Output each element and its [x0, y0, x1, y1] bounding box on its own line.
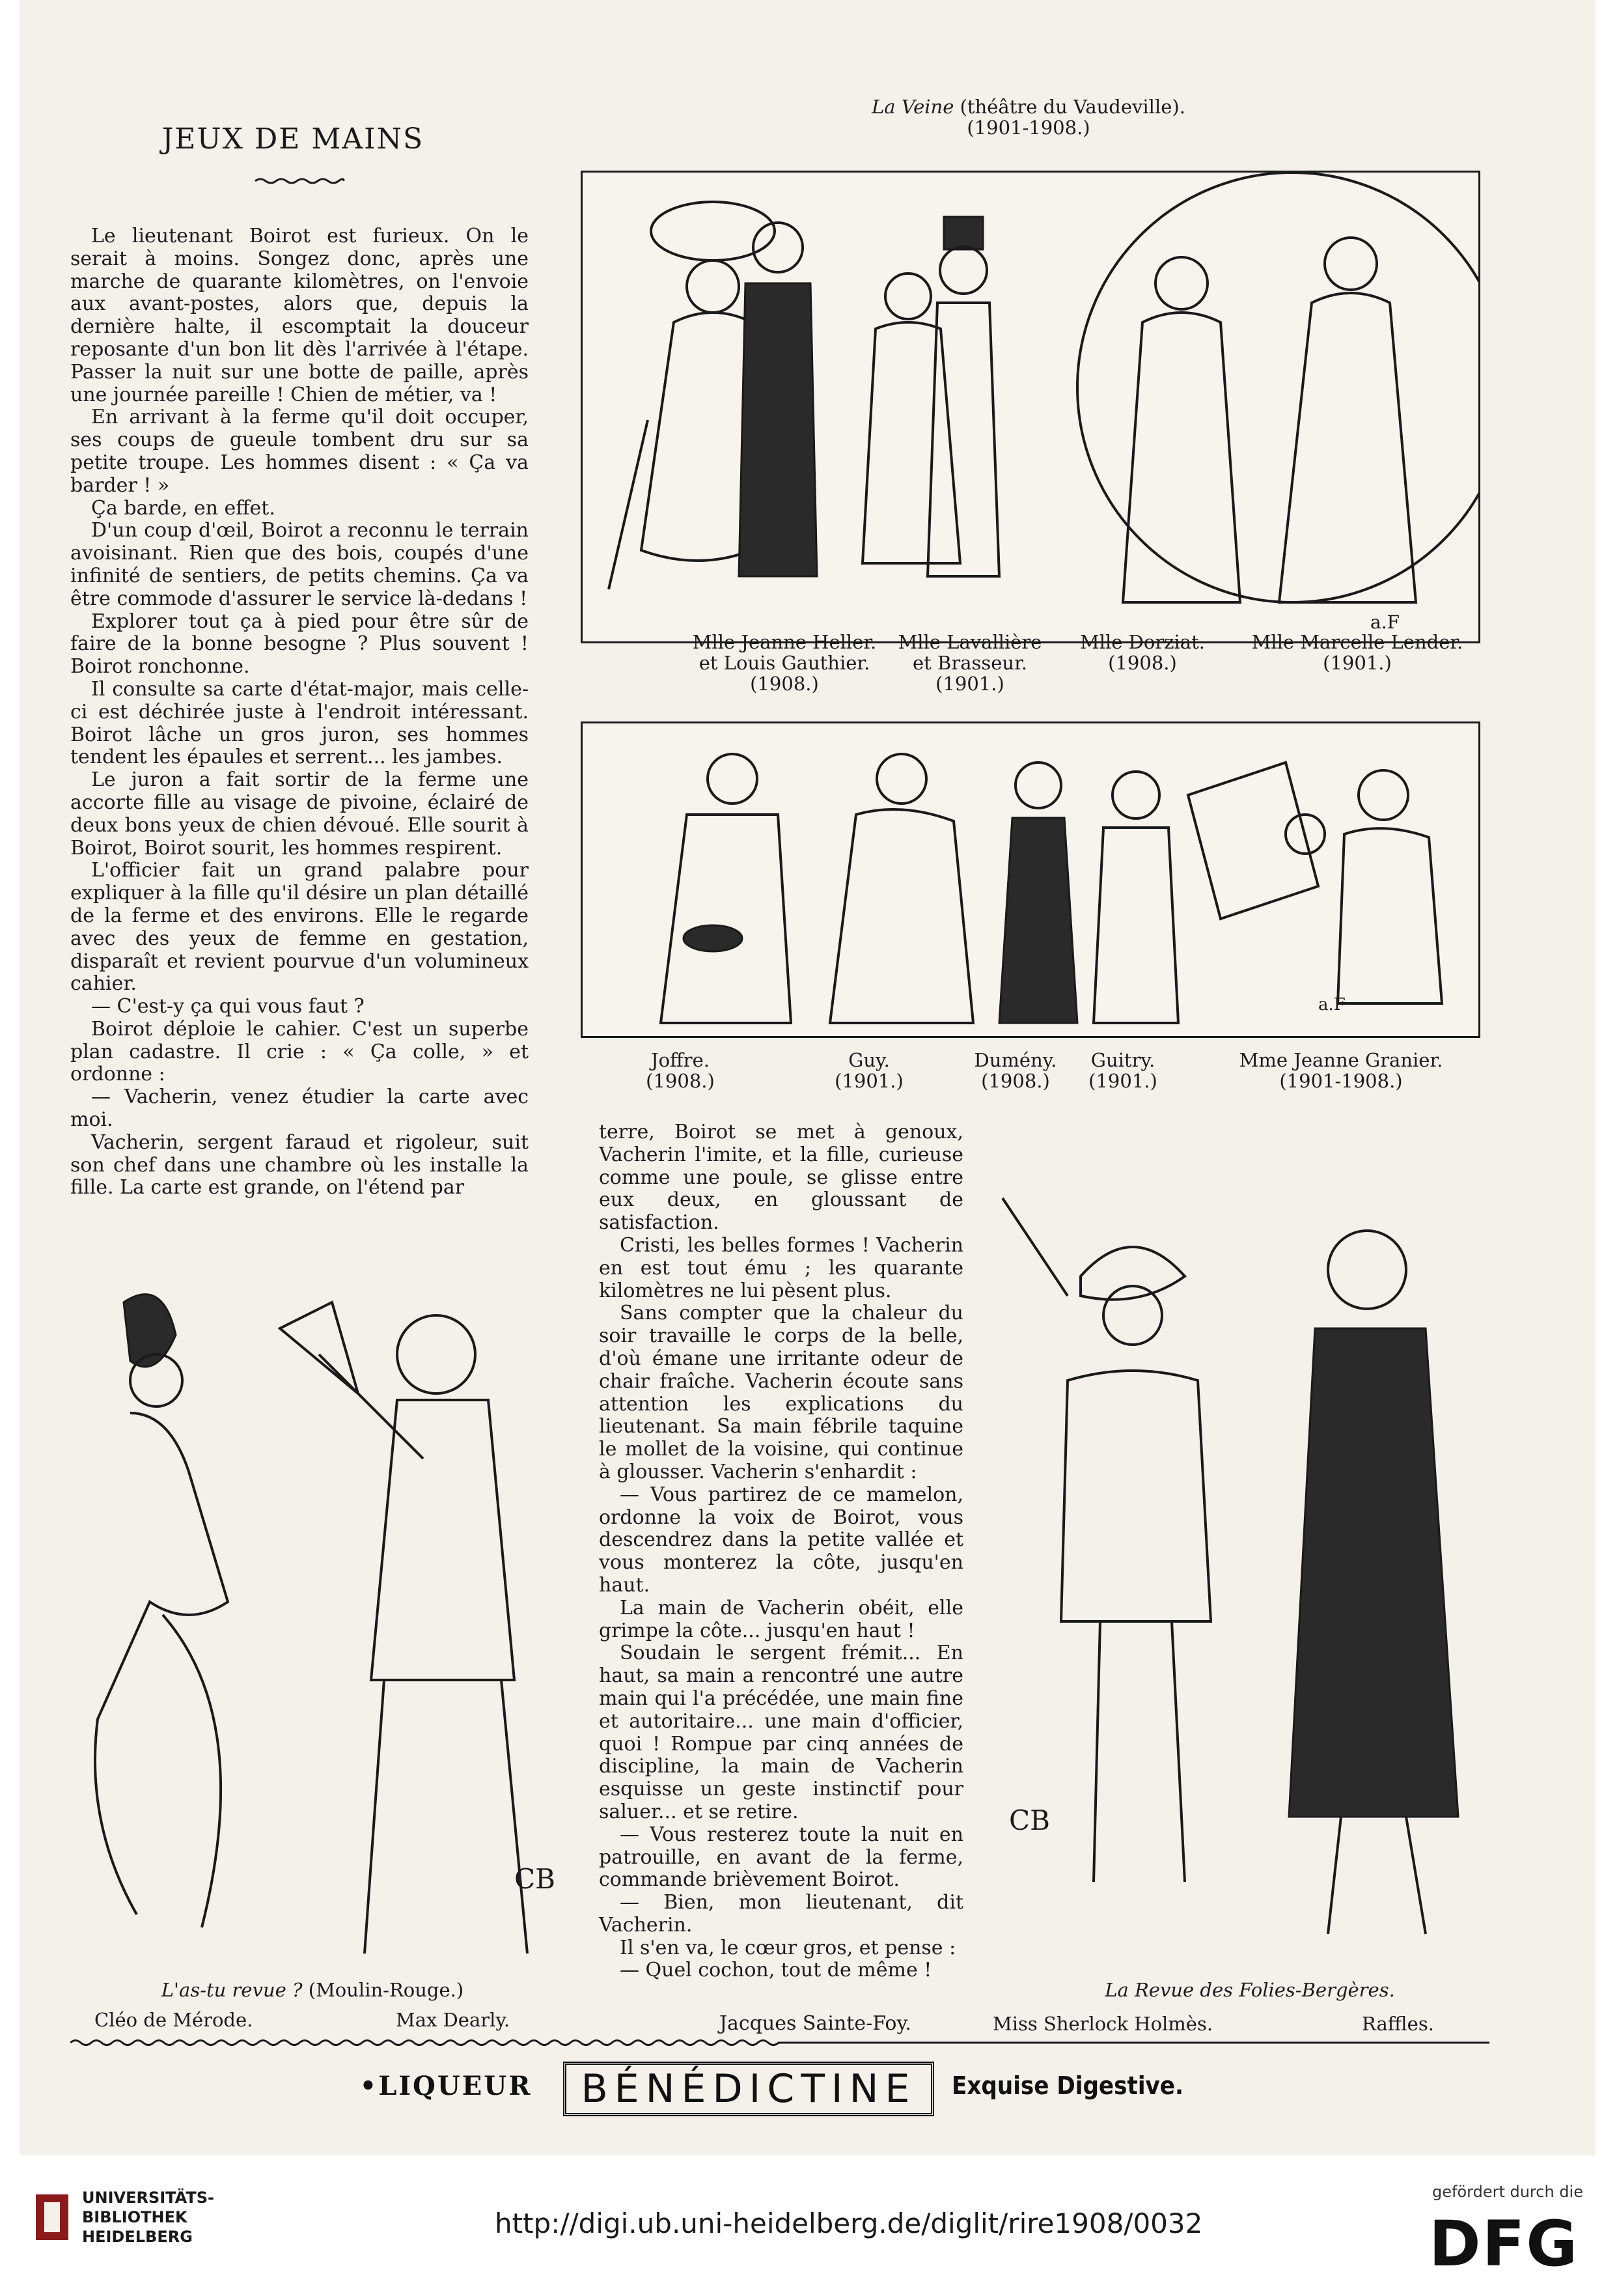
svg-text:a.F: a.F: [1318, 995, 1346, 1015]
caption-sherlock: Miss Sherlock Holmès.: [993, 2013, 1213, 2035]
article-column-2: [599, 1121, 963, 1982]
paragraph: — Bien, mon lieutenant, dit Vacherin.: [599, 1891, 963, 1937]
paragraph: — Vous resterez toute la nuit en patrouille, en avant de la ferme, commande brièvement Boirot.: [599, 1823, 963, 1892]
paragraph: Sans compter que la chaleur du soir travaille le corps de la belle, d'où émane une irritante odeur de chair fraîche. Vacherin écoute sans attention les explications du lieutenant. Sa main fébrile taquine le mollet de la voisine, qui continue à glousser. Vacherin s'enhardit :: [599, 1302, 963, 1483]
caption-dearly: Max Dearly.: [396, 2009, 510, 2031]
ad-digestive: Exquise Digestive.: [951, 2071, 1183, 2100]
illustration-folies-bergeres: [976, 1166, 1484, 1973]
caption-dorziat: Mlle Dorziat. (1908.): [1080, 631, 1205, 674]
paragraph: Il consulte sa carte d'état-major, mais celle-ci est déchirée juste à l'endroit intéressant. Boirot lâche un gros juron, ses hommes tendent les épaules et serrent... les jambes.: [70, 677, 529, 769]
digitization-url[interactable]: http://digi.ub.uni-heidelberg.de/diglit/rire1908/0032: [495, 2207, 1203, 2239]
paragraph: Le lieutenant Boirot est furieux. On le serait à moins. Songez donc, après une marche de quarante kilomètres, on l'envoie aux avant-postes, alors que, depuis la dernière halte, il escomptait la douceur reposante d'un bon lit dès l'arrivée à l'étape. Passer la nuit sur une botte de paille, après une journée pareille ! Chien de métier, va !: [70, 225, 529, 406]
top-caption-theatre: (théâtre du Vaudeville).: [960, 96, 1185, 118]
article-column-1: [70, 225, 529, 1199]
paragraph: En arrivant à la ferme qu'il doit occuper, ses coups de gueule tombent dru sur sa petite troupe. Les hommes disent : « Ça va barder ! »: [70, 406, 529, 497]
paragraph: La main de Vacherin obéit, elle grimpe la côte... jusqu'en haut !: [599, 1596, 963, 1642]
paragraph: Ça barde, en effet.: [91, 496, 275, 520]
paragraph: terre, Boirot se met à genoux, Vacherin l'imite, et la fille, curieuse comme une poule, se glisse entre eux deux, en gloussant de satisfaction.: [599, 1121, 963, 1235]
article-author: Jacques Sainte-Foy.: [719, 2012, 911, 2035]
paragraph: — Vacherin, venez étudier la carte avec moi.: [70, 1085, 529, 1132]
caption-raffles: Raffles.: [1362, 2013, 1434, 2035]
top-hat-icon: [944, 217, 983, 249]
library-emblem-icon: [33, 2188, 72, 2247]
svg-text:CB: CB: [1009, 1804, 1050, 1836]
paragraph: Boirot déploie le cahier. C'est un superbe plan cadastre. Il crie : « Ça colle, » et ordonne :: [70, 1017, 529, 1086]
paragraph: — Quel cochon, tout de même !: [620, 1959, 932, 1982]
caption-guy: Guy. (1901.): [835, 1049, 904, 1092]
bottom-divider: [70, 2038, 1489, 2047]
top-caption-years: (1901-1908.): [967, 117, 1090, 139]
paragraph: Il s'en va, le cœur gros, et pense :: [620, 1936, 956, 1959]
illustration-la-veine: [581, 171, 1480, 643]
caption-heller: Mlle Jeanne Heller. et Louis Gauthier. (1908.): [692, 631, 877, 695]
paragraph: Explorer tout ça à pied pour être sûr de faire de la bonne besogne ? Plus souvent ! Boirot ronchonne.: [70, 609, 529, 679]
paragraph: Vacherin, sergent faraud et rigoleur, suit son chef dans une chambre où les installe la fille. La carte est grande, on l'étend par: [70, 1130, 529, 1199]
ad-benedictine: BÉNÉDICTINE: [563, 2062, 934, 2116]
top-caption: [801, 96, 1256, 138]
paragraph: Cristi, les belles formes ! Vacherin en est tout ému ; les quarante kilomètres ne lui pèsent plus.: [599, 1233, 963, 1302]
library-logo: UNIVERSITÄTS- BIBLIOTHEK HEIDELBERG: [33, 2188, 228, 2247]
illustration-moulin-rouge: [59, 1263, 573, 1980]
paragraph: L'officier fait un grand palabre pour expliquer à la fille qu'il désire un plan détaillé de la ferme et des environs. Elle le regarde avec des yeux de femme en gestation, disparaît et revient pourvue d'un volumineux cahier.: [70, 859, 529, 996]
illustration-actors: [581, 721, 1480, 1038]
paragraph: — Vous partirez de ce mamelon, ordonne la voix de Boirot, vous descendrez dans la petite vallée et vous monterez la côte, jusqu'en haut.: [599, 1483, 963, 1597]
caption-folies-bergeres: La Revue des Folies-Bergères.: [1105, 1979, 1395, 2001]
svg-text:a.F: a.F: [1370, 611, 1400, 633]
caption-guitry: Guitry. (1901.): [1088, 1049, 1157, 1092]
caption-joffre: Joffre. (1908.): [646, 1049, 715, 1092]
article-title: JEUX DE MAINS: [161, 122, 424, 156]
title-flourish: [254, 176, 345, 186]
caption-dumeny: Dumény. (1908.): [974, 1049, 1057, 1092]
caption-merode: Cléo de Mérode.: [94, 2009, 253, 2031]
paragraph: Le juron a fait sortir de la ferme une accorte fille au visage de pivoine, éclairé de deux bons yeux de chien dévoué. Elle sourit à Boirot, Boirot sourit, les hommes respirent.: [70, 768, 529, 860]
hat-icon: [651, 202, 775, 260]
caption-lender: Mlle Marcelle Lender. (1901.): [1251, 631, 1463, 674]
paragraph: D'un coup d'œil, Boirot a reconnu le terrain avoisinant. Rien que des bois, coupés d'une infinité de sentiers, de petits chemins. Ça va être commode d'assurer le service là-dedans !: [70, 519, 529, 610]
fan-icon: [280, 1302, 358, 1393]
feathered-hat-icon: [1081, 1247, 1185, 1300]
paragraph: — C'est-y ça qui vous faut ?: [91, 995, 365, 1018]
top-caption-title: La Veine: [872, 96, 954, 118]
svg-text:CB: CB: [514, 1863, 555, 1895]
caption-granier: Mme Jeanne Granier. (1901-1908.): [1239, 1049, 1443, 1092]
caption-moulin-rouge: L'as-tu revue ? (Moulin-Rouge.): [161, 1979, 464, 2001]
ad-liqueur: •LIQUEUR: [359, 2070, 532, 2101]
funding-note: gefördert durch die: [1432, 2183, 1583, 2201]
benedictine-advertisement: [339, 2056, 1237, 2116]
caption-lavalliere: Mlle Lavallière et Brasseur. (1901.): [898, 631, 1042, 695]
dfg-logo: DFG: [1429, 2207, 1579, 2280]
paragraph: Soudain le sergent frémit... En haut, sa main a rencontré une autre main qui l'a précédée, une main fine et autoritaire... une main d'officier, quoi ! Rompue par cinq années de discipline, la main de Vacherin esquisse un geste instinctif pour saluer... et se retire.: [599, 1642, 963, 1823]
